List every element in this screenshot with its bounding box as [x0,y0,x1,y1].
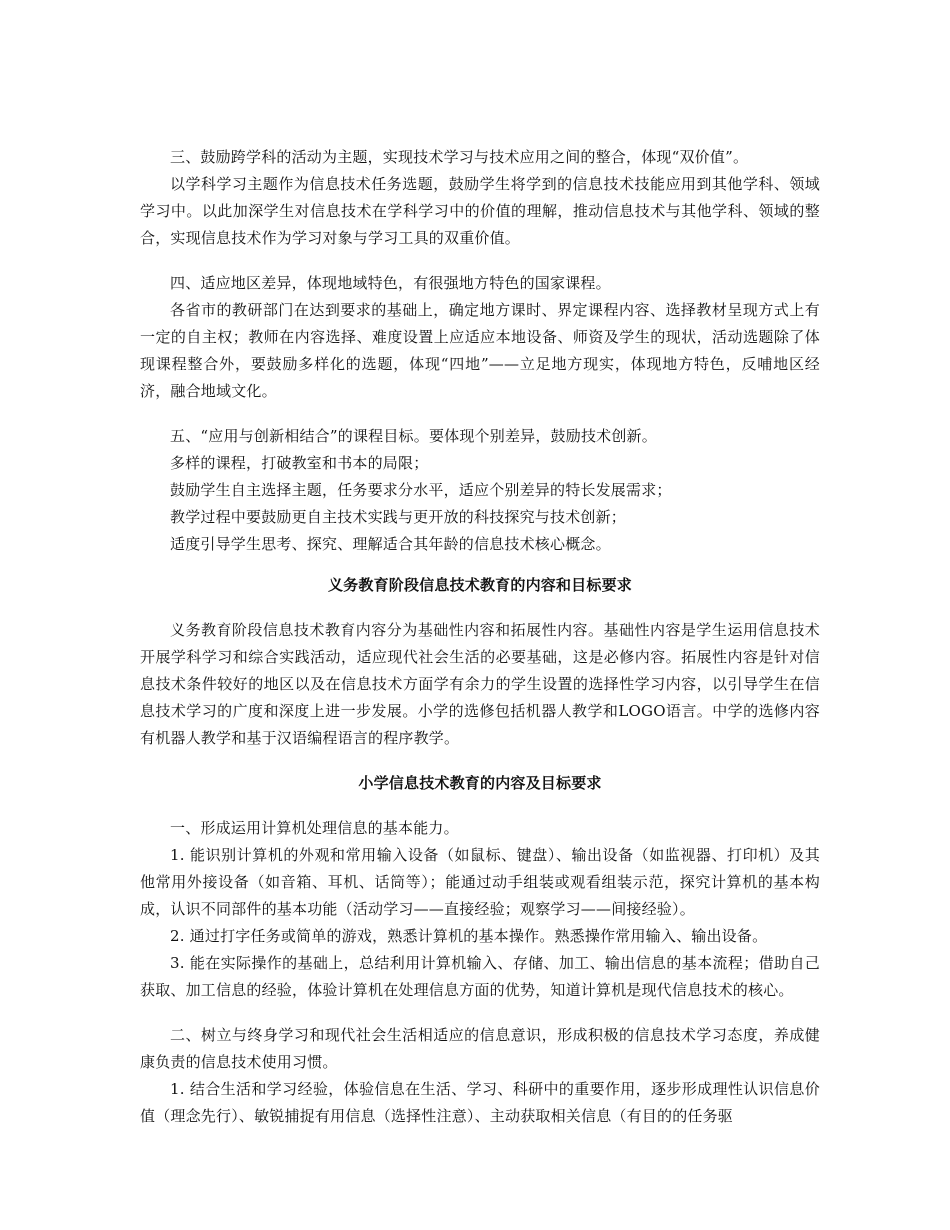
section-5-item: 多样的课程，打破教室和书本的局限； [170,454,429,472]
paragraph-gap [140,405,820,423]
paragraph-gap [140,558,820,572]
primary-1-item-1: 1. 能识别计算机的外观和常用输入设备（如鼠标、键盘）、输出设备（如监视器、打印机）及其他常用外接设备（如音箱、耳机、话筒等）；能通过动手组装或观看组装示范，探究计算机的基本构成，认识不同部件的基本功能（活动学习——直接经验；观察学习——间接经验）。 [140,846,820,918]
paragraph-gap [140,752,820,770]
section-title-compulsory: 义务教育阶段信息技术教育的内容和目标要求 [327,576,632,594]
section-5-heading: 五、“应用与创新相结合”的课程目标。要体现个别差异，鼓励技术创新。 [170,427,657,445]
primary-1-item-3: 3. 能在实际操作的基础上，总结利用计算机输入、存储、加工、输出信息的基本流程；借助自己获取、加工信息的经验，体验计算机在处理信息方面的优势，知道计算机是现代信息技术的核心。 [140,954,820,999]
section-5-item: 适度引导学生思考、探究、理解适合其年龄的信息技术核心概念。 [170,535,611,553]
primary-2-heading: 二、树立与终身学习和现代社会生活相适应的信息意识，形成积极的信息技术学习态度，养成健康负责的信息技术使用习惯。 [140,1026,820,1071]
section-4-body: 各省市的教研部门在达到要求的基础上，确定地方课时、界定课程内容、选择教材呈现方式上有一定的自主权；教师在内容选择、难度设置上应适应本地设备、师资及学生的现状，活动选题除了体现课程整合外，要鼓励多样化的选题，体现“四地”——立足地方现实，体现地方特色，反哺地区经济，融合地域文化。 [140,301,820,400]
primary-1-heading: 一、形成运用计算机处理信息的基本能力。 [170,819,459,837]
compulsory-body: 义务教育阶段信息技术教育内容分为基础性内容和拓展性内容。基础性内容是学生运用信息技术开展学科学习和综合实践活动，适应现代社会生活的必要基础，这是必修内容。拓展性内容是针对信息技术条件较好的地区以及在信息技术方面学有余力的学生设置的选择性学习内容，以引导学生在信息技术学习的广度和深度上进一步发展。小学的选修包括机器人教学和LOGO语言。中学的选修内容有机器人教学和基于汉语编程语言的程序教学。 [140,621,820,747]
section-5-item: 教学过程中要鼓励更自主技术实践与更开放的科技探究与技术创新； [170,508,627,526]
section-3-heading: 三、鼓励跨学科的活动为主题，实现技术学习与技术应用之间的整合，体现“双价值”。 [170,148,749,166]
section-title-primary: 小学信息技术教育的内容及目标要求 [358,774,602,792]
paragraph-gap [140,599,820,617]
section-3-body: 以学科学习主题作为信息技术任务选题，鼓励学生将学到的信息技术技能应用到其他学科、领域学习中。以此加深学生对信息技术在学科学习中的价值的理解，推动信息技术与其他学科、领域的整合，实现信息技术作为学习对象与学习工具的双重价值。 [140,175,820,247]
primary-2-item-1: 1. 结合生活和学习经验，体验信息在生活、学习、科研中的重要作用，逐步形成理性认识信息价值（理念先行）、敏锐捕捉有用信息（选择性注意）、主动获取相关信息（有目的的任务驱 [140,1080,820,1125]
primary-1-item-2: 2. 通过打字任务或简单的游戏，熟悉计算机的基本操作。熟悉操作常用输入、输出设备。 [170,927,768,945]
section-4-heading: 四、适应地区差异，体现地域特色，有很强地方特色的国家课程。 [170,274,611,292]
section-5-item: 鼓励学生自主选择主题，任务要求分水平，适应个别差异的特长发展需求； [170,481,672,499]
document-body [140,144,820,1130]
paragraph-gap [140,252,820,270]
paragraph-gap [140,797,820,815]
paragraph-gap [140,1004,820,1022]
